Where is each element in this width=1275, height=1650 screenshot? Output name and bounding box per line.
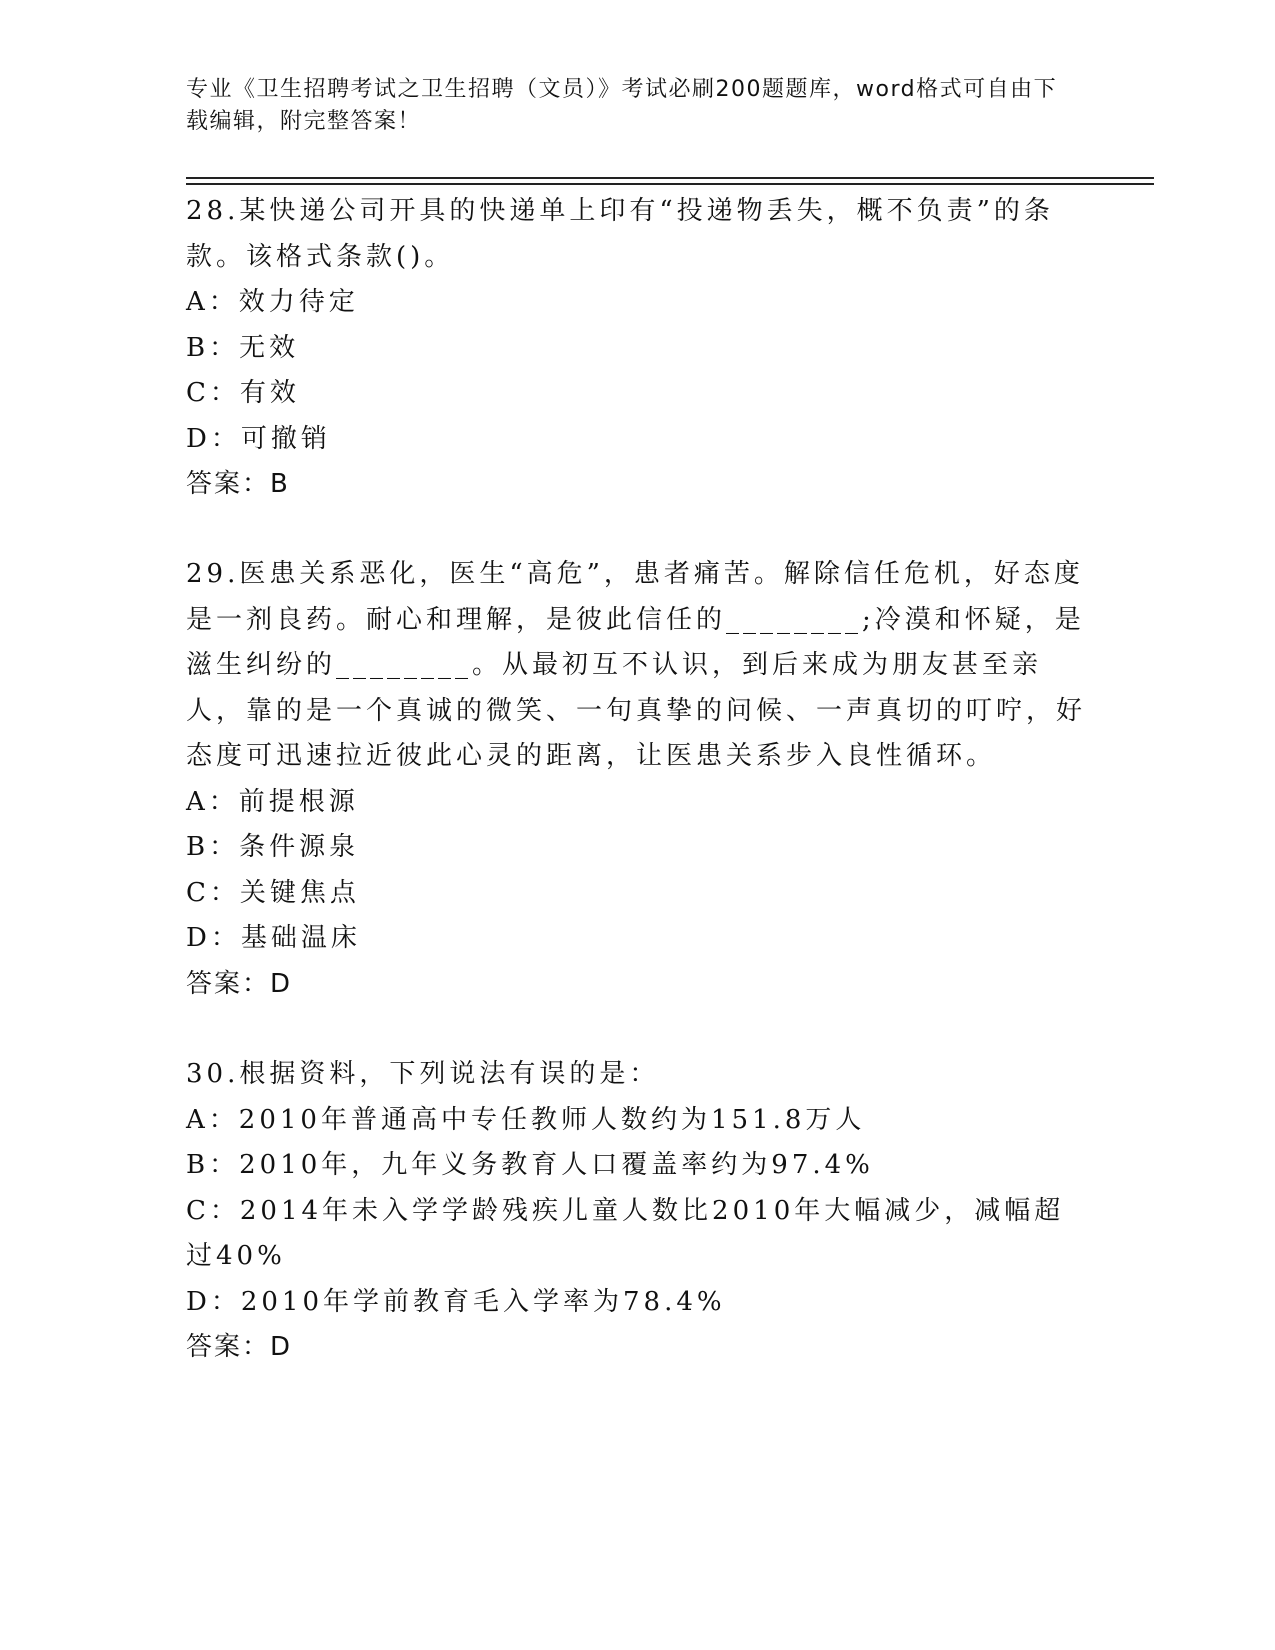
option-c: C：2014年未入学学龄残疾儿童人数比2010年大幅减少，减幅超过40%: [186, 1195, 1065, 1271]
option-b: B：无效: [186, 332, 300, 363]
option-c: C：有效: [186, 378, 300, 408]
document-header: 专业《卫生招聘考试之卫生招聘（文员）》考试必刷200题题库，word格式可自由下载编辑，附完整答案！: [186, 77, 1058, 134]
question-stem: 30.根据资料，下列说法有误的是：: [186, 1059, 660, 1089]
option-b: B：2010年，九年义务教育人口覆盖率约为97.4%: [186, 1150, 874, 1180]
option-b: B：条件源泉: [186, 832, 360, 862]
option-d: D：基础温床: [186, 923, 361, 953]
option-c: C：关键焦点: [186, 877, 360, 908]
answer-line: 答案：D: [186, 1332, 293, 1362]
option-d: D：2010年学前教育毛入学率为78.4%: [186, 1286, 726, 1317]
question-stem: 29.医患关系恶化，医生“高危”，患者痛苦。解除信任危机，好态度是一剂良药。耐心和理解，是彼此信任的________;冷漠和怀疑，是滋生纠纷的________。从最初互不认识，到后来成为朋友甚至亲人，靠的是一个真诚的微笑、一句真挚的问候、一声真切的叮咛，好态度可迅速拉近彼此心灵的距离，让医患关系步入良性循环。: [186, 559, 1087, 771]
question-29: [186, 552, 1086, 1007]
option-a: A：2010年普通高中专任教师人数约为151.8万人: [186, 1104, 866, 1135]
option-a: A：效力待定: [186, 287, 359, 317]
question-30: [186, 1052, 1086, 1371]
option-a: A：前提根源: [186, 786, 359, 817]
question-28: [186, 189, 1086, 508]
answer-line: 答案：D: [186, 968, 293, 999]
header-divider-bottom: [186, 183, 1154, 185]
answer-line: 答案：B: [186, 469, 290, 499]
header-divider-top: [186, 177, 1154, 179]
question-stem: 28.某快递公司开具的快递单上印有“投递物丢失，概不负责”的条款。该格式条款()。: [186, 196, 1054, 272]
option-d: D：可撤销: [186, 423, 331, 454]
